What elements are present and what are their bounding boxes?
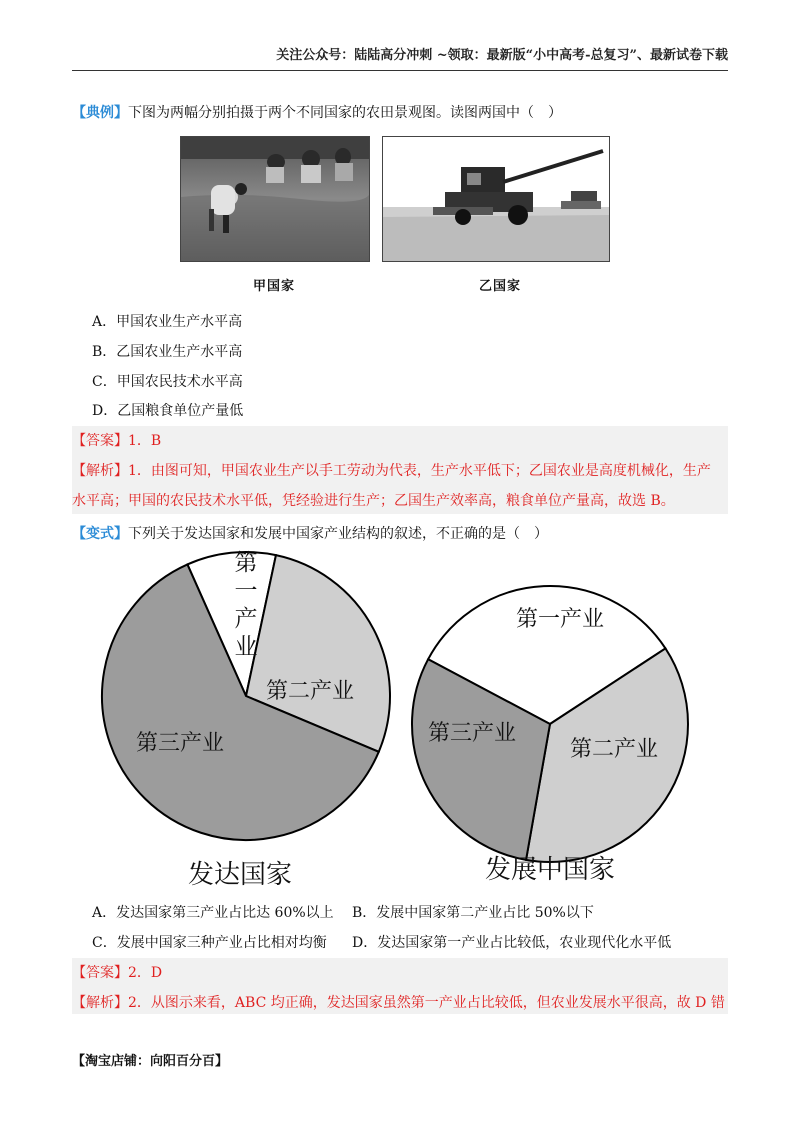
example-analysis-line-1 [72, 460, 711, 480]
variant-analysis-text-1: 2．从图示来看，ABC 均正确，发达国家虽然第一产业占比较低，但农业发展水平很高，故 D 错 [128, 995, 725, 1011]
photo-country-a-manual-farming [180, 136, 370, 262]
caption-country-b: 乙国家 [479, 279, 522, 294]
variant-option-a: A．发达国家第三产业占比达 60%以上 [92, 905, 334, 921]
variant-option-d: D．发达国家第一产业占比较低，农业现代化水平低 [352, 935, 672, 951]
example-answer-line [72, 430, 161, 450]
pie-chart-developed [102, 550, 390, 890]
example-question-text: 下图为两幅分别拍摄于两个不同国家的农田景观图。读图两国中（ ） [128, 105, 562, 121]
footer-shop-text: 【淘宝店铺：向阳百分百】 [72, 1054, 229, 1069]
example-option-a: A．甲国农业生产水平高 [92, 314, 243, 330]
example-analysis-text-1: 1．由图可知，甲国农业生产以手工劳动为代表，生产水平低下；乙国农业是高度机械化，生产 [128, 463, 711, 479]
variant-answer-value: 2．D [128, 965, 163, 981]
page-header-text: 关注公众号：陆陆高分冲刺 ~领取：最新版“小中高考-总复习”、最新试卷下载 [276, 48, 728, 63]
variant-option-c: C．发展中国家三种产业占比相对均衡 [92, 935, 327, 951]
pie-label-developed-1: 第一产业 [234, 550, 258, 660]
variant-analysis-line-1 [72, 992, 725, 1012]
example-analysis-line-2: 水平高；甲国的农民技术水平低，凭经验进行生产；乙国生产效率高，粮食单位产量高，故选 B。 [72, 493, 675, 509]
pie-label-developing-3: 第三产业 [427, 721, 517, 746]
example-answer-value: 1．B [128, 433, 162, 449]
variant-question-line [72, 523, 548, 543]
variant-option-b: B．发展中国家第二产业占比 50%以下 [352, 905, 594, 921]
pie-title-developing: 发展中国家 [484, 855, 616, 885]
example-option-b: B．乙国农业生产水平高 [92, 344, 243, 360]
variant-answer-line [72, 962, 162, 982]
example-analysis-tag: 【解析】 [72, 463, 128, 479]
example-answer-tag: 【答案】 [72, 433, 128, 449]
caption-country-a: 甲国家 [253, 279, 296, 294]
pie-chart-developing [412, 586, 688, 885]
variant-question-text: 下列关于发达国家和发展中国家产业结构的叙述，不正确的是（ ） [128, 526, 548, 542]
variant-answer-tag: 【答案】 [72, 965, 128, 981]
example-option-c: C．甲国农民技术水平高 [92, 374, 243, 390]
pie-label-developing-1: 第一产业 [515, 607, 605, 632]
pie-label-developed-2: 第二产业 [265, 679, 355, 704]
pie-label-developing-2: 第二产业 [569, 737, 659, 762]
pie-charts [80, 548, 720, 896]
header-divider [72, 70, 728, 71]
pie-label-developed-3: 第三产业 [135, 731, 225, 756]
example-option-d: D．乙国粮食单位产量低 [92, 403, 244, 419]
pie-title-developed: 发达国家 [187, 860, 293, 890]
variant-analysis-tag: 【解析】 [72, 995, 128, 1011]
example-question-line [72, 102, 562, 122]
example-tag: 【典例】 [72, 105, 128, 121]
photo-country-b-combine-harvester [382, 136, 610, 262]
variant-tag: 【变式】 [72, 526, 128, 542]
